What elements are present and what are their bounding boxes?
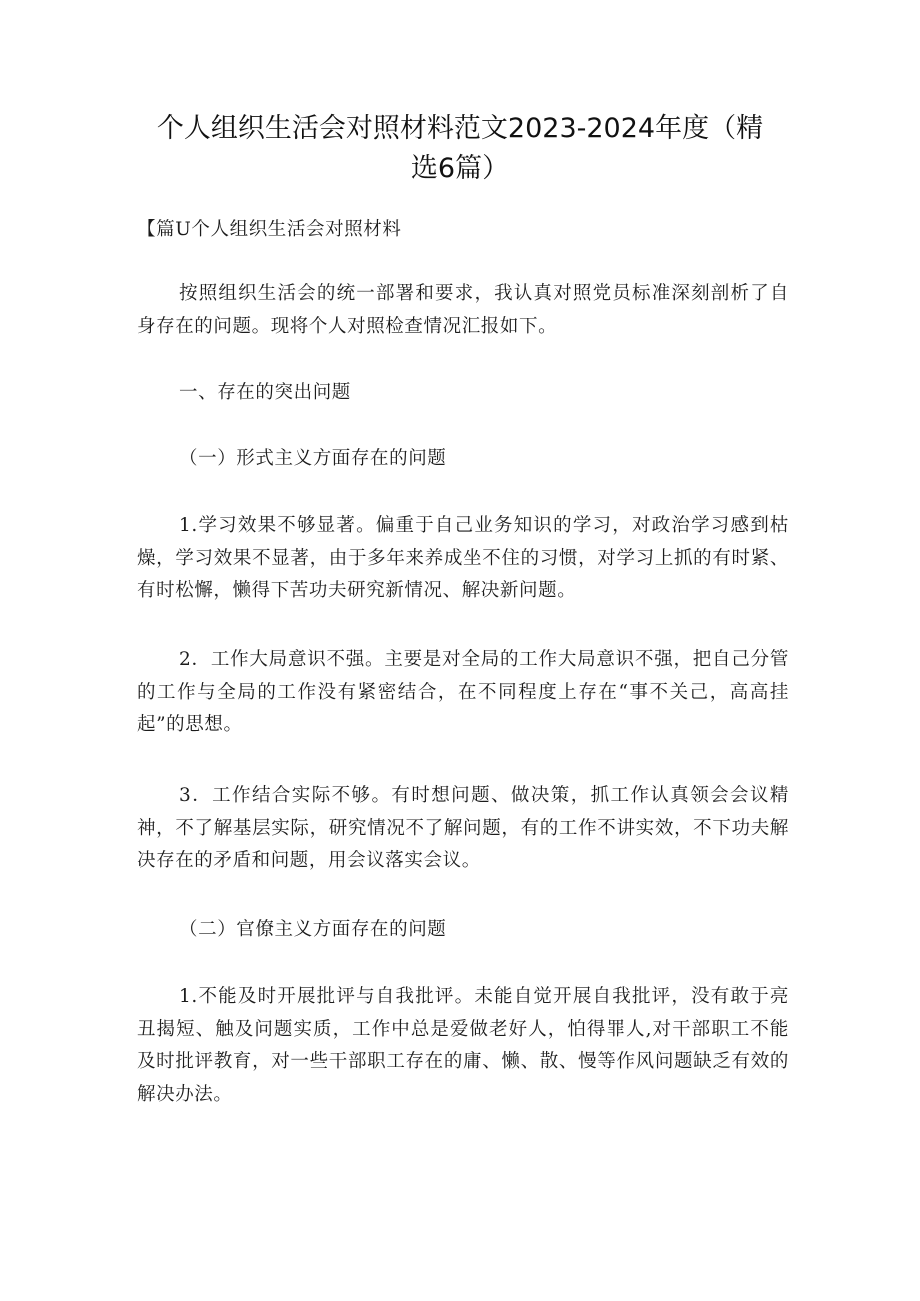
paragraph-item-1-1: 1.学习效果不够显著。偏重于自己业务知识的学习，对政治学习感到枯燥，学习效果不显著，由于多年来养成坐不住的习惯，对学习上抓的有时紧、有时松懈，懒得下苦功夫研究新情况、解决新问题。 [137, 515, 789, 601]
chapter-heading: 【篇U个人组织生活会对照材料 [137, 219, 402, 240]
paragraph-item-1-2: 2．工作大局意识不强。主要是对全局的工作大局意识不强，把自己分管的工作与全局的工作没有紧密结合，在不同程度上存在“事不关己，高高挂起”的思想。 [137, 649, 789, 735]
subsection-heading-2: （二）官僚主义方面存在的问题 [179, 919, 447, 940]
subsection-heading-1: （一）形式主义方面存在的问题 [179, 448, 447, 469]
paragraph-item-2-1: 1.不能及时开展批评与自我批评。未能自觉开展自我批评，没有敢于亮丑揭短、触及问题实质，工作中总是爱做老好人，怕得罪人,对干部职工不能及时批评教育，对一些干部职工存在的庸、懒、散、慢等作风问题缺乏有效的解决办法。 [137, 986, 789, 1105]
section-heading-1: 一、存在的突出问题 [179, 382, 351, 403]
paragraph-intro: 按照组织生活会的统一部署和要求，我认真对照党员标准深刻剖析了自身存在的问题。现将个人对照检查情况汇报如下。 [137, 283, 789, 337]
document-title: 个人组织生活会对照材料范文2023-2024年度（精选6篇） [156, 113, 764, 184]
paragraph-item-1-3: 3．工作结合实际不够。有时想问题、做决策，抓工作认真领会会议精神，不了解基层实际，研究情况不了解问题，有的工作不讲实效，不下功夫解决存在的矛盾和问题，用会议落实会议。 [137, 785, 789, 871]
